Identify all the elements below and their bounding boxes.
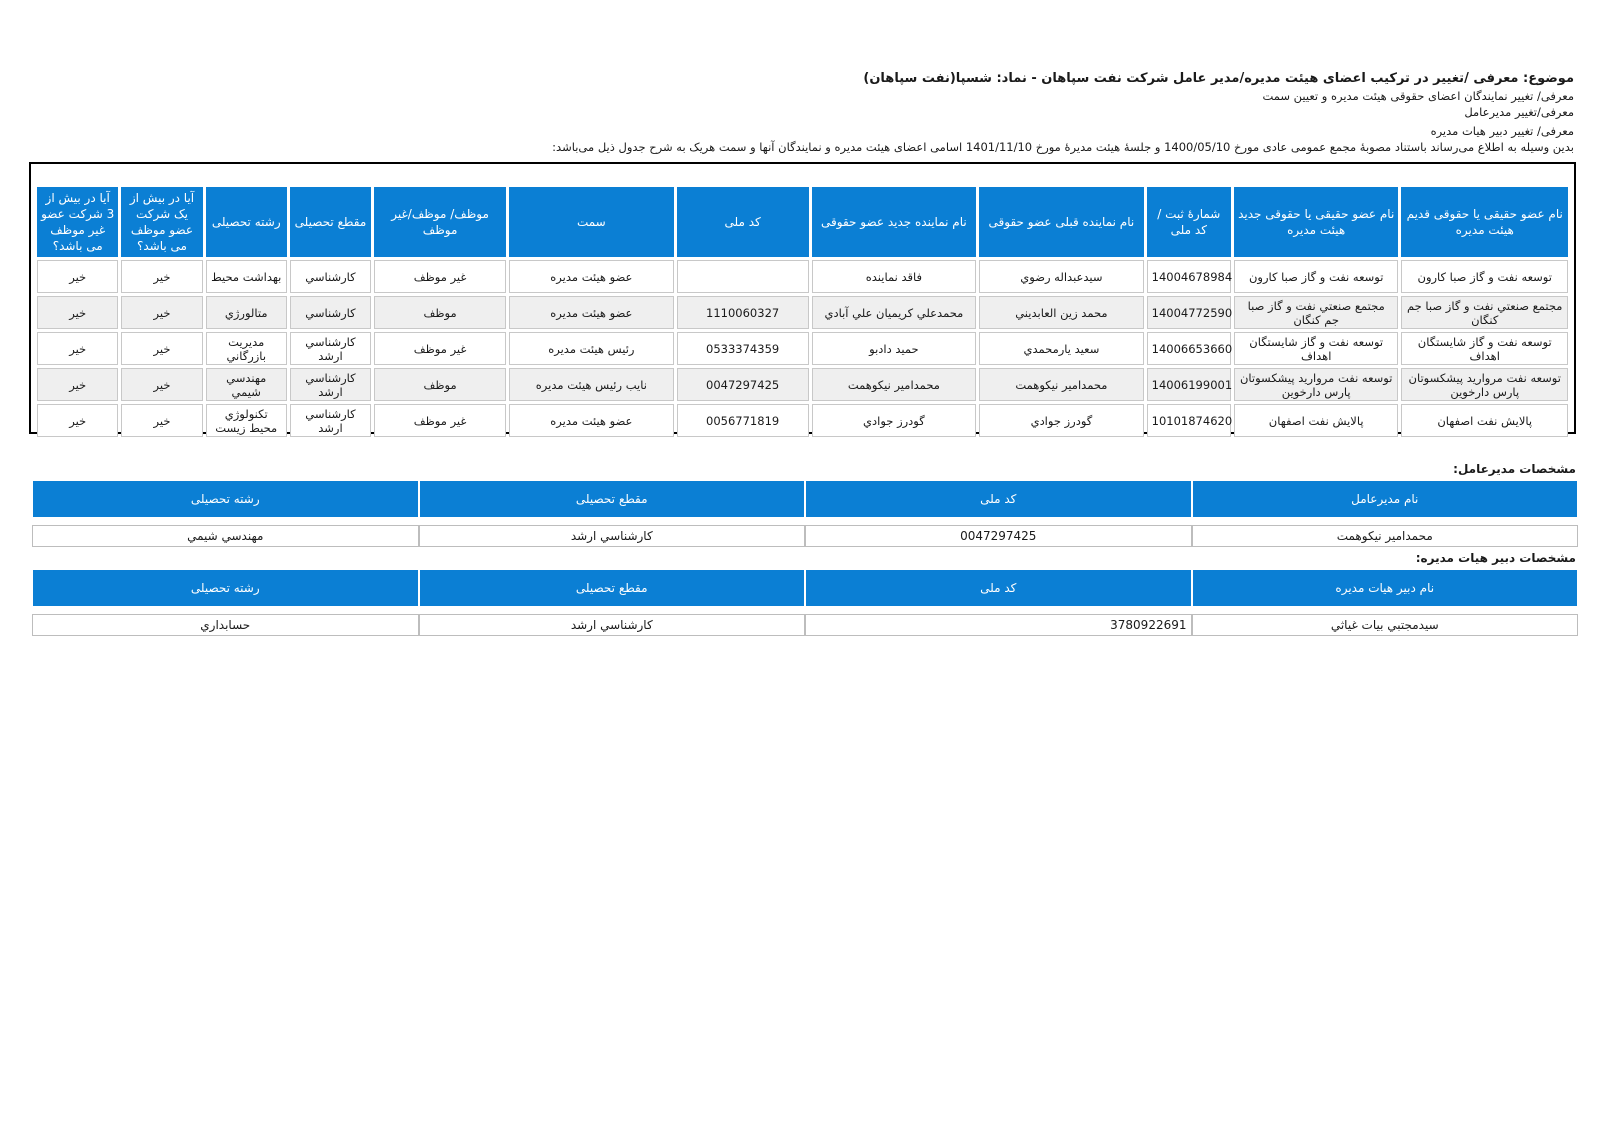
col-prev-representative: نام نماینده قبلی عضو حقوقی xyxy=(979,187,1144,257)
col-education-field: رشته تحصیلی xyxy=(206,187,287,257)
col-multi-executive: آیا در بیش از یک شرکت عضو موظف می باشد؟ xyxy=(121,187,202,257)
cell-education-level: کارشناسي xyxy=(290,296,371,329)
cell-education-field: مدیریت بازرگاني xyxy=(206,332,287,365)
cell-education-level: کارشناسي ارشد xyxy=(290,332,371,365)
secretary-national-id: 3780922691 xyxy=(805,614,1192,636)
cell-executive-status: غیر موظف xyxy=(374,260,506,293)
cell-executive-status: غیر موظف xyxy=(374,404,506,437)
cell-position: عضو هیئت مدیره xyxy=(509,404,674,437)
cell-executive-status: غیر موظف xyxy=(374,332,506,365)
cell-new-representative: محمدامیر نیکوهمت xyxy=(812,368,977,401)
col-position: سمت xyxy=(509,187,674,257)
ceo-section-title: مشخصات مدیرعامل: xyxy=(1453,462,1576,476)
cell-position: عضو هیئت مدیره xyxy=(509,296,674,329)
cell-education-field: تکنولوژي محیط زیست xyxy=(206,404,287,437)
cell-education-level: کارشناسي ارشد xyxy=(290,404,371,437)
cell-multi-executive: خیر xyxy=(121,260,202,293)
table-row xyxy=(37,296,1568,329)
secretary-name: سیدمجتبي بیات غیاثي xyxy=(1192,614,1579,636)
col-old-member: نام عضو حقیقی یا حقوقی قدیم هیئت مدیره xyxy=(1401,187,1568,257)
cell-multi-executive: خیر xyxy=(121,296,202,329)
cell-prev-representative: محمد زين العابديني xyxy=(979,296,1144,329)
secretary-col-national-id: کد ملی xyxy=(805,569,1192,607)
cell-registration-id: 10101874620 xyxy=(1147,404,1231,437)
header-line-1: معرفی/ تغییر نمایندگان اعضای حقوقی هیئت مدیره و تعیین سمت xyxy=(1262,89,1574,103)
board-table-header-row xyxy=(37,187,1568,257)
cell-national-id: 1110060327 xyxy=(677,296,809,329)
cell-prev-representative: گودرز جوادي xyxy=(979,404,1144,437)
ceo-education-level: کارشناسي ارشد xyxy=(419,525,806,547)
table-row xyxy=(37,368,1568,401)
table-row xyxy=(37,260,1568,293)
ceo-table xyxy=(32,480,1578,547)
cell-position: رئیس هیئت مدیره xyxy=(509,332,674,365)
ceo-table-header-row xyxy=(32,480,1578,518)
cell-registration-id: 14004678984 xyxy=(1147,260,1231,293)
cell-multi-executive: خیر xyxy=(121,404,202,437)
table-row xyxy=(37,404,1568,437)
ceo-education-field: مهندسي شیمي xyxy=(32,525,419,547)
col-multi-nonexecutive: آیا در بیش از 3 شرکت عضو غیر موظف می باشد؟ xyxy=(37,187,118,257)
cell-multi-nonexecutive: خیر xyxy=(37,296,118,329)
cell-national-id xyxy=(677,260,809,293)
cell-registration-id: 14006199001 xyxy=(1147,368,1231,401)
secretary-col-education-field: رشته تحصیلی xyxy=(32,569,419,607)
col-registration-id: شمارهٔ ثبت / کد ملی xyxy=(1147,187,1231,257)
col-executive-status: موظف/ موظف/غیر موظف xyxy=(374,187,506,257)
col-new-representative: نام نماینده جدید عضو حقوقی xyxy=(812,187,977,257)
cell-old-member: توسعه نفت و گاز شایستگان اهداف xyxy=(1401,332,1568,365)
table-row xyxy=(32,525,1578,547)
board-table xyxy=(34,184,1571,440)
document-header xyxy=(274,70,1574,155)
cell-position: عضو هیئت مدیره xyxy=(509,260,674,293)
cell-new-representative: حمید دادبو xyxy=(812,332,977,365)
cell-national-id: 0047297425 xyxy=(677,368,809,401)
secretary-education-field: حسابداري xyxy=(32,614,419,636)
cell-national-id: 0533374359 xyxy=(677,332,809,365)
secretary-table xyxy=(32,569,1578,636)
secretary-education-level: کارشناسي ارشد xyxy=(419,614,806,636)
header-line-2: معرفی/تغییر مدیرعامل xyxy=(1464,105,1574,119)
cell-position: نایب رئیس هیئت مدیره xyxy=(509,368,674,401)
table-row xyxy=(32,614,1578,636)
col-education-level: مقطع تحصیلی xyxy=(290,187,371,257)
cell-new-representative: گودرز جوادي xyxy=(812,404,977,437)
ceo-col-national-id: کد ملی xyxy=(805,480,1192,518)
cell-prev-representative: سیدعبداله رضوي xyxy=(979,260,1144,293)
col-new-member: نام عضو حقیقی یا حقوقی جدید هیئت مدیره xyxy=(1234,187,1399,257)
cell-education-field: مهندسي شیمي xyxy=(206,368,287,401)
cell-prev-representative: سعید يارمحمدي xyxy=(979,332,1144,365)
cell-new-member: توسعه نفت و گاز شایستگان اهداف xyxy=(1234,332,1399,365)
cell-new-member: پالایش نفت اصفهان xyxy=(1234,404,1399,437)
document-subject: موضوع: معرفی /تغییر در ترکیب اعضای هیئت مدیره/مدیر عامل شرکت نفت سپاهان - نماد: شسپا(نفت سپاهان) xyxy=(863,71,1574,86)
cell-old-member: توسعه نفت و گاز صبا کارون xyxy=(1401,260,1568,293)
cell-registration-id: 14006653660 xyxy=(1147,332,1231,365)
header-line-3: معرفی/ تغییر دبیر هیات مدیره xyxy=(1430,124,1574,138)
cell-executive-status: موظف xyxy=(374,296,506,329)
cell-prev-representative: محمدامیر نیکوهمت xyxy=(979,368,1144,401)
secretary-section-title: مشخصات دبیر هیات مدیره: xyxy=(1415,551,1576,565)
board-table-frame xyxy=(29,162,1576,434)
cell-new-member: مجتمع صنعتي نفت و گاز صبا جم کنگان xyxy=(1234,296,1399,329)
cell-education-field: بهداشت محیط xyxy=(206,260,287,293)
ceo-national-id: 0047297425 xyxy=(805,525,1192,547)
col-national-id: کد ملی xyxy=(677,187,809,257)
ceo-col-education-field: رشته تحصیلی xyxy=(32,480,419,518)
cell-education-level: کارشناسي xyxy=(290,260,371,293)
cell-new-representative: فاقد نماینده xyxy=(812,260,977,293)
cell-multi-nonexecutive: خیر xyxy=(37,332,118,365)
cell-multi-nonexecutive: خیر xyxy=(37,368,118,401)
cell-old-member: توسعه نفت مروارید پیشکسوتان پارس دارخوین xyxy=(1401,368,1568,401)
cell-new-member: توسعه نفت و گاز صبا کارون xyxy=(1234,260,1399,293)
cell-new-representative: محمدعلي کريميان علي آبادي xyxy=(812,296,977,329)
cell-old-member: مجتمع صنعتي نفت و گاز صبا جم کنگان xyxy=(1401,296,1568,329)
secretary-table-header-row xyxy=(32,569,1578,607)
cell-new-member: توسعه نفت مروارید پیشکسوتان پارس دارخوین xyxy=(1234,368,1399,401)
secretary-col-education-level: مقطع تحصیلی xyxy=(419,569,806,607)
cell-executive-status: موظف xyxy=(374,368,506,401)
table-row xyxy=(37,332,1568,365)
ceo-col-education-level: مقطع تحصیلی xyxy=(419,480,806,518)
cell-multi-executive: خیر xyxy=(121,332,202,365)
cell-registration-id: 14004772590 xyxy=(1147,296,1231,329)
cell-old-member: پالایش نفت اصفهان xyxy=(1401,404,1568,437)
ceo-name: محمدامیر نیکوهمت xyxy=(1192,525,1579,547)
cell-national-id: 0056771819 xyxy=(677,404,809,437)
cell-education-level: کارشناسي ارشد xyxy=(290,368,371,401)
cell-education-field: متالورژي xyxy=(206,296,287,329)
cell-multi-nonexecutive: خیر xyxy=(37,260,118,293)
ceo-col-name: نام مدیرعامل xyxy=(1192,480,1579,518)
cell-multi-executive: خیر xyxy=(121,368,202,401)
secretary-col-name: نام دبیر هیات مدیره xyxy=(1192,569,1579,607)
header-line-4: بدین وسیله به اطلاع می‌رساند باستناد مصوبهٔ مجمع عمومی عادی مورخ 1400/05/10 و جلسهٔ هیئت مدیرهٔ مورخ 1401/11/10 اسامی اعضای هیئت مدیره و نمایندگان آنها و سمت هریک به شرح جدول ذیل می‌باشد: xyxy=(552,140,1574,154)
cell-multi-nonexecutive: خیر xyxy=(37,404,118,437)
